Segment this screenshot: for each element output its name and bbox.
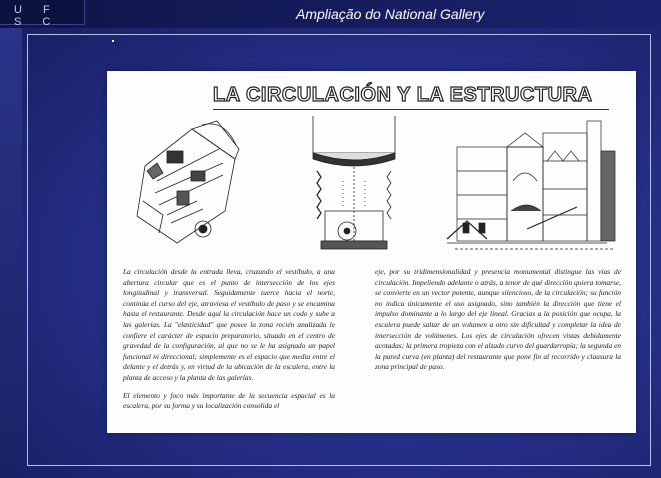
section-elevation-icon [447,121,615,249]
text-column-left [123,267,335,419]
document-page [107,71,636,433]
paragraph: eje, por su tridimensionalidad y presencia monumental distingue las vías de circulación. Impeliendo adelante o atrás, a tenor de qué dirección quiera tomarse, se convierte en un vector potente, aunque silencioso, de la circulación; su función no indica únicamente el uso asignado, sino también la dirección que tiene el impulso dominante a lo largo del eje lineal. Gracias a la posición que ocupa, la escalera puede saltar de un volumen a otro sin dificultad y completar la idea de intersección de volúmenes. Los ejes de circulación ofrecen vistas debidamente acotadas; la primera tropieza con el alzado curvo del guardarropía; la segunda en la pared curva (en planta) del restaurante que pone fin al recorrido y clausura la zona principal de paso. [375,267,621,372]
axonometric-icon [137,121,239,243]
text-column-right [375,267,621,380]
paragraph: El elemento y foco más importante de la secuencia espacial es la escalera, por su forma y su localización consolida el [123,390,335,411]
top-bar [0,0,661,28]
plan-section-icon [313,116,395,249]
side-strip [0,28,22,478]
paragraph: La circulación desde la entrada lleva, cruzando el vestíbulo, a una abertura circular que es el punto de intersección de los ejes longitudinal y transversal. Seguidamente tuerce hacia el norte, continúa el curso del eje, atraviesa el vestíbulo de paso y se encamina hasta el restaurante. Desde aquí la circulación hace un codo y sube a las galerías. La "elasticidad" que posee la zona recién analizada le confiere el carácter de espacio preparatorio, situado en el centro de gravedad de la configuración, al que no se le ha asignado un papel funcional ni direccional; simplemente es el espacio que media entre el delante y el detrás y, en virtud de la ubicación de la escalera, entre la planta de acceso y la planta de las galerías. [123,267,335,382]
architectural-drawings [107,111,636,261]
title-underline [213,109,609,110]
logo-text: U F S C [14,4,60,28]
logo [0,0,85,28]
page-title: Ampliação do National Gallery [296,6,485,22]
document-title: LA CIRCULACIÓN Y LA ESTRUCTURA [213,84,593,106]
dot-marker [112,40,114,42]
